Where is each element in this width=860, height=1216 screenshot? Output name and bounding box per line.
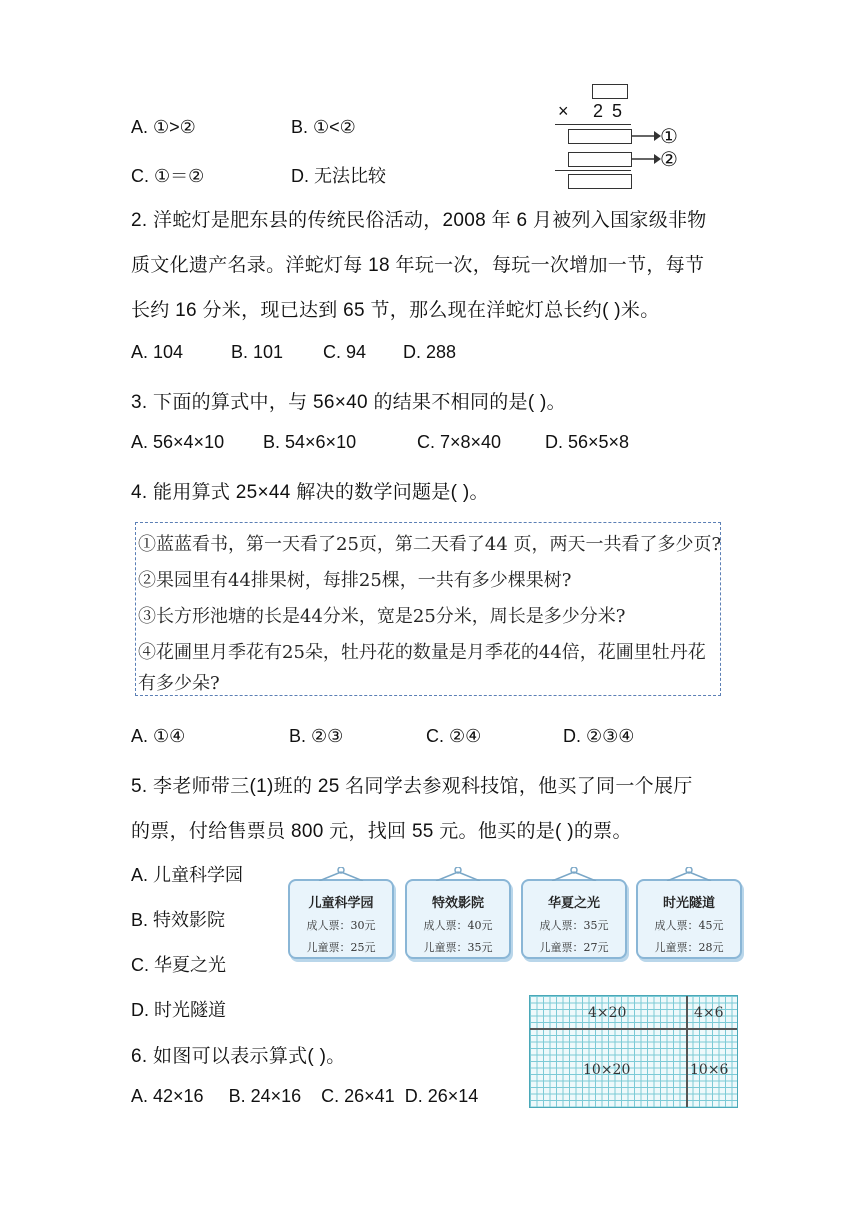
product-line-1 <box>555 124 631 125</box>
q4-problem-4-cont: 有多少朵? <box>138 673 220 694</box>
grid-label-10x6: 10×6 <box>690 1062 729 1078</box>
q2-line-3: 长约 16 分米，现已达到 65 节，那么现在洋蛇灯总长约( )米。 <box>131 300 660 321</box>
partial-product-box-1 <box>568 129 632 144</box>
q2-line-1: 2. 洋蛇灯是肥东县的传统民俗活动，2008 年 6 月被列入国家级非物 <box>131 210 707 231</box>
q5-option-b[interactable]: B. 特效影院 <box>131 910 226 930</box>
grid-divider-vertical <box>686 996 688 1107</box>
ticket-card-huaxia <box>521 879 627 959</box>
q4-problem-1: ①蓝蓝看书，第一天看了25页，第二天看了44 页，两天一共看了多少页? <box>138 534 722 555</box>
hanger-icon <box>428 867 488 881</box>
q5-option-a[interactable]: A. 儿童科学园 <box>131 865 244 885</box>
ticket-adult-price: 成人票：40元 <box>423 919 493 932</box>
ticket-card-time-tunnel <box>636 879 742 959</box>
ticket-title: 特效影院 <box>431 896 484 911</box>
q1-option-d[interactable]: D. 无法比较 <box>291 166 387 186</box>
q5-option-c[interactable]: C. 华夏之光 <box>131 955 227 975</box>
ticket-adult-price: 成人票：45元 <box>654 919 724 932</box>
q1-option-a[interactable]: A. ①>② <box>131 117 196 137</box>
q2-option-b[interactable]: B. 101 <box>231 342 284 362</box>
ticket-adult-price: 成人票：35元 <box>539 919 609 932</box>
ticket-child-price: 儿童票：27元 <box>539 941 609 954</box>
ticket-card-children-science <box>288 879 394 959</box>
ticket-card-special-cinema <box>405 879 511 959</box>
q2-option-a[interactable]: A. 104 <box>131 342 184 362</box>
ticket-adult-price: 成人票：30元 <box>306 919 376 932</box>
q5-line-1: 5. 李老师带三(1)班的 25 名同学去参观科技馆，他买了同一个展厅 <box>131 776 693 797</box>
partial-product-box-2 <box>568 152 632 167</box>
ticket-title: 时光隧道 <box>662 896 715 911</box>
ticket-title: 华夏之光 <box>547 896 600 911</box>
grid-label-10x20: 10×20 <box>583 1062 631 1078</box>
q4-option-b[interactable]: B. ②③ <box>289 726 344 746</box>
hanger-icon <box>659 867 719 881</box>
q1-option-b[interactable]: B. ①<② <box>291 117 356 137</box>
top-digit-box <box>592 84 628 99</box>
q4-option-c[interactable]: C. ②④ <box>426 726 482 746</box>
ticket-child-price: 儿童票：28元 <box>654 941 724 954</box>
label-2: ② <box>660 149 678 171</box>
q4-option-a[interactable]: A. ①④ <box>131 726 186 746</box>
times-sign: × <box>558 101 569 121</box>
q3-option-a[interactable]: A. 56×4×10 <box>131 432 225 452</box>
q3-option-d[interactable]: D. 56×5×8 <box>545 432 630 452</box>
ticket-child-price: 儿童票：25元 <box>306 941 376 954</box>
hanger-icon <box>311 867 371 881</box>
product-box <box>568 174 632 189</box>
q4-problem-4: ④花圃里月季花有25朵，牡丹花的数量是月季花的44倍，花圃里牡丹花 <box>138 642 706 663</box>
ticket-child-price: 儿童票：35元 <box>423 941 493 954</box>
q5-line-2: 的票，付给售票员 800 元，找回 55 元。他买的是( )的票。 <box>131 821 632 842</box>
q2-line-2: 质文化遗产名录。洋蛇灯每 18 年玩一次，每玩一次增加一节，每节 <box>131 255 705 276</box>
q6-options[interactable]: A. 42×16 B. 24×16 C. 26×41 D. 26×14 <box>131 1086 479 1106</box>
q4-problem-3: ③长方形池塘的长是44分米，宽是25分米，周长是多少分米? <box>138 606 626 627</box>
label-1: ① <box>660 126 678 148</box>
q4-problem-box <box>135 522 721 696</box>
multiplier-digits: 2 5 <box>593 101 625 121</box>
q4-stem: 4. 能用算式 25×44 解决的数学问题是( )。 <box>131 482 489 503</box>
q4-problem-2: ②果园里有44排果树，每排25棵，一共有多少棵果树? <box>138 570 572 591</box>
q2-option-c[interactable]: C. 94 <box>323 342 367 362</box>
q3-option-c[interactable]: C. 7×8×40 <box>417 432 502 452</box>
q5-option-d[interactable]: D. 时光隧道 <box>131 1000 227 1020</box>
q3-stem: 3. 下面的算式中，与 56×40 的结果不相同的是( )。 <box>131 392 566 413</box>
grid-label-4x20: 4×20 <box>588 1005 627 1021</box>
hanger-icon <box>544 867 604 881</box>
q6-stem: 6. 如图可以表示算式( )。 <box>131 1046 346 1067</box>
area-model-grid <box>529 995 738 1108</box>
q2-option-d[interactable]: D. 288 <box>403 342 457 362</box>
q4-option-d[interactable]: D. ②③④ <box>563 726 635 746</box>
q1-option-c[interactable]: C. ①＝② <box>131 166 205 186</box>
ticket-title: 儿童科学园 <box>308 896 374 911</box>
arrow-1-icon <box>632 128 662 144</box>
q3-option-b[interactable]: B. 54×6×10 <box>263 432 357 452</box>
product-line-2 <box>555 170 631 171</box>
grid-divider-horizontal <box>530 1028 737 1030</box>
grid-label-4x6: 4×6 <box>694 1005 724 1021</box>
arrow-2-icon <box>632 151 662 167</box>
